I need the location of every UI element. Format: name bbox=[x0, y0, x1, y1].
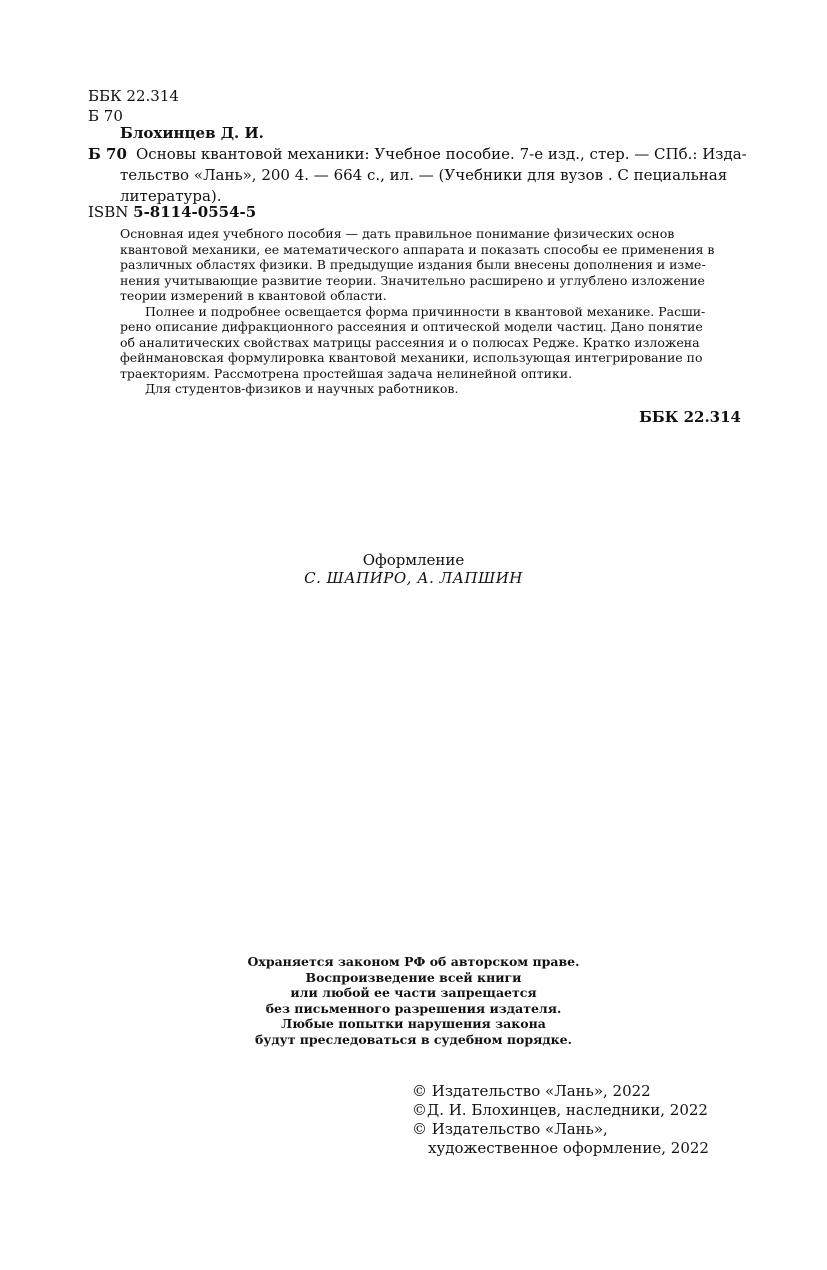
entry-line: литература). bbox=[120, 187, 222, 205]
abstract-line: траекториям. Рассмотрена простейшая задача нелинейной оптики. bbox=[120, 365, 573, 381]
copyright-line: художественное оформление, 2022 bbox=[428, 1139, 709, 1157]
notice-line: Любые попытки нарушения закона bbox=[281, 1016, 546, 1031]
notice-line: без письменного разрешения издателя. bbox=[265, 1000, 562, 1016]
notice-line: будут преследоваться в судебном порядке. bbox=[255, 1031, 572, 1047]
bbk-code-right: ББК 22.314 bbox=[639, 408, 741, 426]
copyright-line: © Издательство «Лань», bbox=[412, 1120, 608, 1138]
abstract-line: различных областях физики. В предыдущие издания были внесены дополнения и изме- bbox=[120, 257, 706, 272]
bbk-header bbox=[88, 86, 179, 126]
abstract-line: рено описание дифракционного рассеяния и оптической модели частиц. Дано понятие bbox=[120, 319, 703, 334]
notice-line: Охраняется законом РФ об авторском праве. bbox=[247, 954, 580, 969]
copyright-line: ©Д. И. Блохинцев, наследники, 2022 bbox=[412, 1101, 708, 1119]
copyright-notice bbox=[0, 954, 827, 1047]
notice-line: или любой ее части запрещается bbox=[290, 985, 537, 1000]
isbn-label: ISBN bbox=[88, 203, 129, 221]
design-credits bbox=[0, 551, 827, 587]
abstract-line: теории измерений в квантовой области. bbox=[120, 288, 387, 303]
abstract-line: Полнее и подробнее освещается форма причинности в квантовой механике. Расши- bbox=[145, 303, 706, 319]
author-name: Блохинцев Д. И. bbox=[120, 124, 264, 142]
abstract-line: нения учитывающие развитие теории. Значительно расширено и углублено изложение bbox=[120, 272, 705, 288]
abstract bbox=[120, 226, 743, 397]
abstract-line: Для студентов-физиков и научных работников. bbox=[145, 381, 459, 396]
entry-code: Б 70 bbox=[88, 145, 127, 163]
copyright-holders bbox=[412, 1082, 709, 1158]
abstract-line: квантовой механики, ее математического аппарата и показать способы ее применения в bbox=[120, 241, 715, 257]
entry-line: Основы квантовой механики: Учебное пособие. 7-е изд., стер. — СПб.: Изда- bbox=[136, 145, 747, 163]
abstract-line: об аналитических свойствах матрицы рассеяния и о полюсах Редже. Кратко изложена bbox=[120, 334, 700, 350]
copyright-line: © Издательство «Лань», 2022 bbox=[412, 1082, 651, 1100]
entry-line: тельство «Лань», 200 4. — 664 с., ил. — (Учебники для вузов . С пециальная bbox=[120, 166, 728, 184]
abstract-line: фейнмановская формулировка квантовой механики, использующая интегрирование по bbox=[120, 350, 703, 365]
design-label: Оформление bbox=[362, 551, 465, 569]
isbn bbox=[88, 203, 256, 221]
abstract-line: Основная идея учебного пособия — дать правильное понимание физических основ bbox=[120, 226, 675, 241]
isbn-number: 5-8114-0554-5 bbox=[133, 203, 257, 221]
author-mark: Б 70 bbox=[88, 107, 123, 125]
designer-names: С. ШАПИРО, А. ЛАПШИН bbox=[304, 569, 523, 587]
notice-line: Воспроизведение всей книги bbox=[305, 969, 522, 985]
bbk-code: ББК 22.314 bbox=[88, 87, 179, 105]
